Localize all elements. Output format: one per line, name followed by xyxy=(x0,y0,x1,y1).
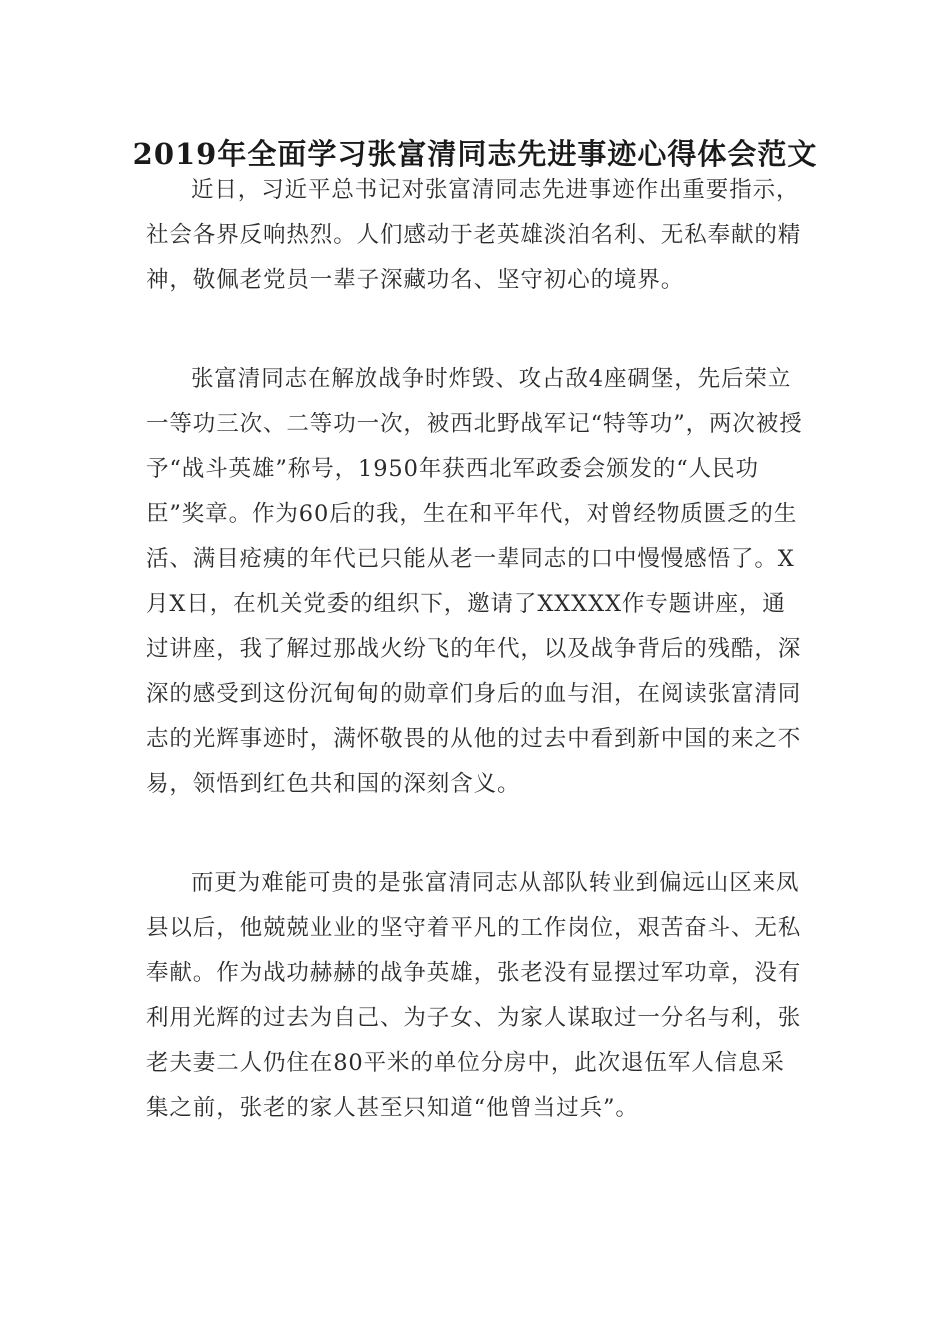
paragraph-2-block xyxy=(146,357,808,807)
paragraph-2: 张富清同志在解放战争时炸毁、攻占敌4座碉堡，先后荣立一等功三次、二等功一次，被西北野战军记“特等功”，两次被授予“战斗英雄”称号，1950年获西北军政委会颁发的“人民功臣”奖章。作为60后的我，生在和平年代，对曾经物质匮乏的生活、满目疮痍的年代已只能从老一辈同志的口中慢慢感悟了。X月X日，在机关党委的组织下，邀请了XXXXX作专题讲座，通过讲座，我了解过那战火纷飞的年代，以及战争背后的残酷，深深的感受到这份沉甸甸的勋章们身后的血与泪，在阅读张富清同志的光辉事迹时，满怀敬畏的从他的过去中看到新中国的来之不易，领悟到红色共和国的深刻含义。 xyxy=(146,366,803,797)
paragraph-3-block xyxy=(146,861,808,1131)
paragraph-1: 近日，习近平总书记对张富清同志先进事迹作出重要指示，社会各界反响热烈。人们感动于老英雄淡泊名利、无私奉献的精神，敬佩老党员一辈子深藏功名、坚守初心的境界。 xyxy=(146,177,802,293)
paragraph-1-block xyxy=(146,168,808,303)
document-title: 2019年全面学习张富清同志先进事迹心得体会范文 xyxy=(132,137,818,171)
paragraph-3: 而更为难能可贵的是张富清同志从部队转业到偏远山区来凤县以后，他兢兢业业的坚守着平凡的工作岗位，艰苦奋斗、无私奉献。作为战功赫赫的战争英雄，张老没有显摆过军功章，没有利用光辉的过去为自己、为子女、为家人谋取过一分名与利，张老夫妻二人仍住在80平米的单位分房中，此次退伍军人信息采集之前，张老的家人甚至只知道“他曾当过兵”。 xyxy=(146,870,802,1121)
